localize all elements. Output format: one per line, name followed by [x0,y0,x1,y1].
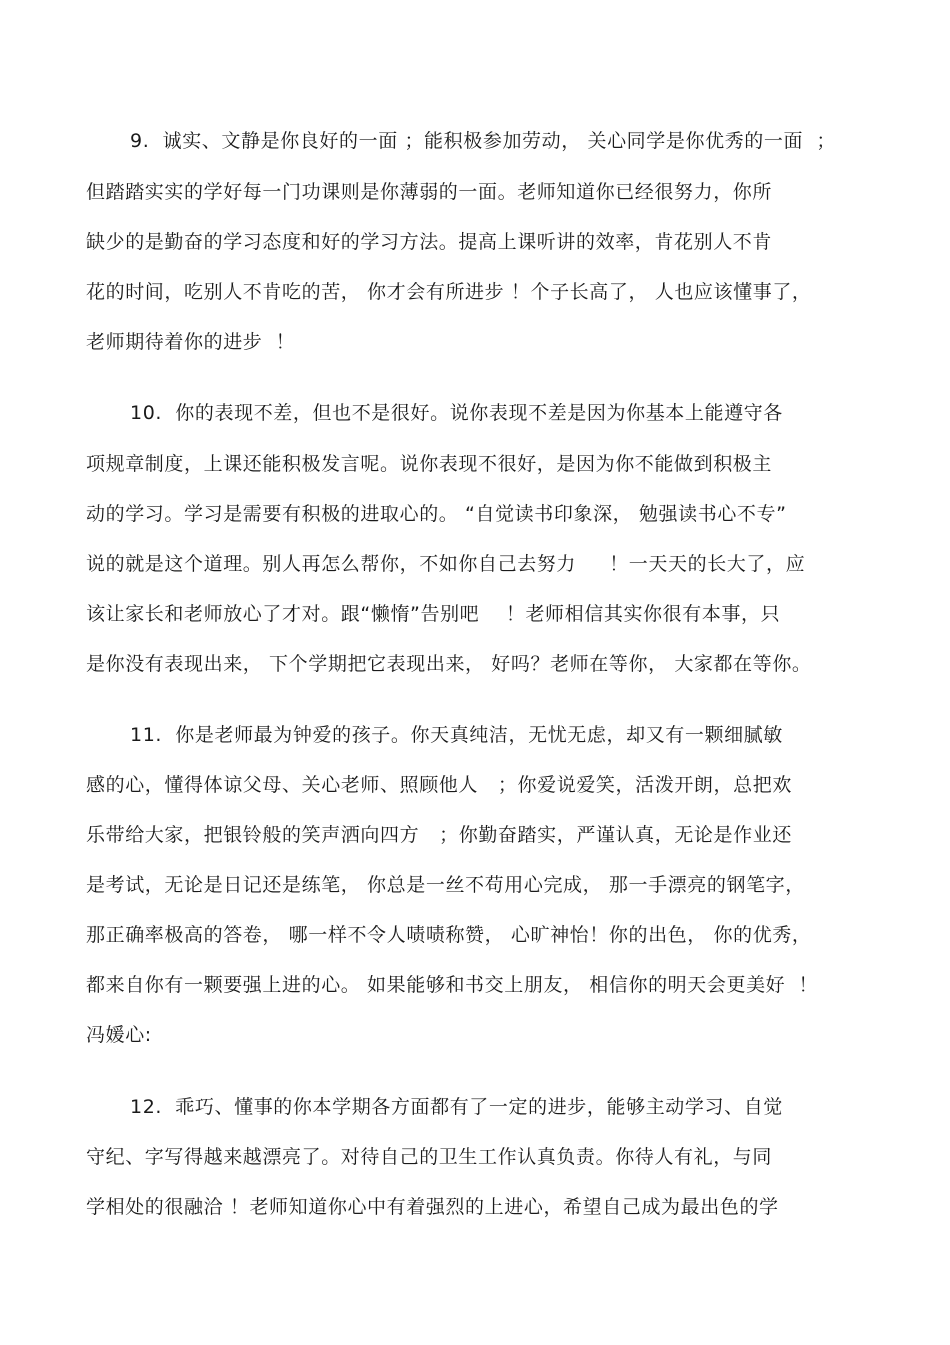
paragraph-line: 守纪、字写得越来越漂亮了。对待自己的卫生工作认真负责。你待人有礼，与同 [86,1146,773,1168]
paragraph-line: 学相处的很融洽 ！老师知道你心中有着强烈的上进心，希望自己成为最出色的学 [86,1196,779,1218]
paragraph-line: 花的时间，吃别人不肯吃的苦， 你才会有所进步 ！个子长高了， 人也应该懂事了， [86,281,812,303]
paragraph-line: 10. 你的表现不差，但也不是很好。说你表现不差是因为你基本上能遵守各 [130,402,783,424]
paragraph-line: 12. 乖巧、懂事的你本学期各方面都有了一定的进步，能够主动学习、自觉 [130,1096,783,1118]
paragraph-line: 都来自你有一颗要强上进的心。 如果能够和书交上朋友， 相信你的明天会更美好 ！ [86,974,819,996]
paragraph-line: 乐带给大家，把银铃般的笑声洒向四方 ；你勤奋踏实，严谨认真，无论是作业还 [86,824,792,846]
paragraph-line: 缺少的是勤奋的学习态度和好的学习方法。提高上课听讲的效率，肯花别人不肯 [86,231,773,253]
paragraph-line: 动的学习。学习是需要有积极的进取心的。 “自觉读书印象深， 勉强读书心不专” [86,503,787,525]
paragraph-line: 是你没有表现出来， 下个学期把它表现出来， 好吗？老师在等你， 大家都在等你。 [86,653,812,675]
paragraph-line: 11. 你是老师最为钟爱的孩子。你天真纯洁，无忧无虑，却又有一颗细腻敏 [130,724,783,746]
paragraph-line: 是考试，无论是日记还是练笔， 你总是一丝不苟用心完成， 那一手漂亮的钢笔字， [86,874,805,896]
paragraph-line: 冯媛心: [86,1024,152,1046]
paragraph-line: 感的心，懂得体谅父母、关心老师、照顾他人 ；你爱说爱笑，活泼开朗，总把欢 [86,774,792,796]
paragraph-line: 但踏踏实实的学好每一门功课则是你薄弱的一面。老师知道你已经很努力，你所 [86,181,773,203]
paragraph-line: 说的就是这个道理。别人再怎么帮你，不如你自己去努力 ！一天天的长大了，应 [86,553,806,575]
paragraph-line: 项规章制度，上课还能积极发言呢。说你表现不很好，是因为你不能做到积极主 [86,453,773,475]
paragraph-line: 该让家长和老师放心了才对。跟“懒惰”告别吧 ！老师相信其实你很有本事，只 [86,603,781,625]
paragraph-line: 老师期待着你的进步 ！ [86,331,296,353]
paragraph-line: 9. 诚实、文静是你良好的一面 ；能积极参加劳动， 关心同学是你优秀的一面 ； [130,130,836,152]
paragraph-line: 那正确率极高的答卷， 哪一样不令人啧啧称赞， 心旷神怡！你的出色， 你的优秀， [86,924,812,946]
